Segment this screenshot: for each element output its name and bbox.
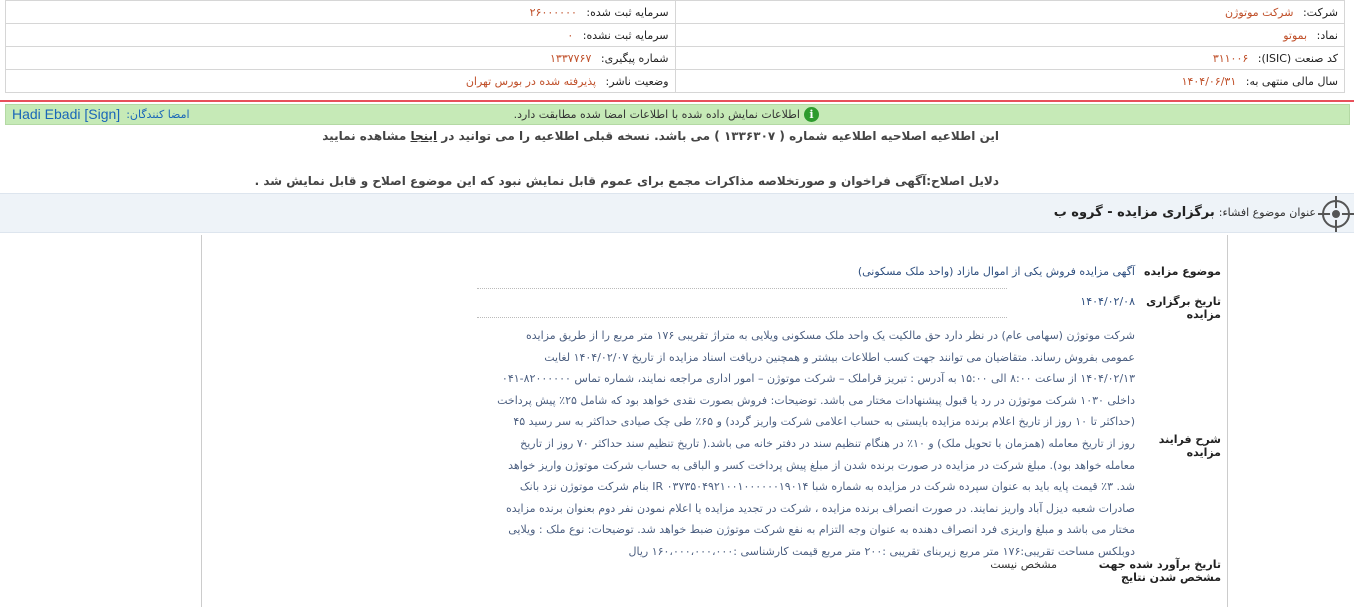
company-label: شرکت: [1302, 5, 1338, 19]
isic-value: ۳۱۱۰۰۶ [1212, 51, 1249, 65]
results-date-row [990, 558, 1227, 584]
divider [477, 288, 1007, 289]
publisher-status-label: وضعیت ناشر: [605, 74, 669, 88]
verification-bar [5, 104, 1350, 125]
previous-version-link[interactable]: اینجا [410, 129, 438, 143]
signer-link[interactable]: Hadi Ebadi [Sign] [12, 106, 121, 122]
signers [12, 106, 190, 122]
date-value: ۱۴۰۴/۰۲/۰۸ [1080, 295, 1135, 308]
tracking-cell [6, 47, 676, 70]
topic-row [858, 265, 1227, 278]
results-date-label: تاریخ برآورد شده جهت مشخص شدن نتایج [1098, 558, 1221, 584]
topic-label: موضوع مزایده [1144, 265, 1221, 278]
fiscal-year-label: سال مالی منتهی به: [1245, 74, 1338, 88]
fiscal-year-value: ۱۴۰۴/۰۶/۳۱ [1181, 74, 1237, 88]
symbol-label: نماد: [1316, 28, 1338, 42]
unregistered-capital-label: سرمایه ثبت نشده: [582, 28, 669, 42]
subject-title [1054, 205, 1316, 220]
notice-text: این اطلاعیه اصلاحیه اطلاعیه شماره ( ۱۳۳۶۳۰۷ ) می باشد. نسخه قبلی اطلاعیه را می توانید در [441, 129, 999, 143]
date-row [1080, 295, 1227, 321]
signers-label: امضا کنندگان: [126, 107, 190, 121]
notice-text-end: مشاهده نمایید [322, 129, 407, 143]
info-icon: i [804, 107, 819, 122]
process-value: شرکت موتوژن (سهامی عام) در نظر دارد حق مالکیت یک واحد ملک مسکونی ویلایی به متراژ تقریبی ۱۷۶ متر مربع را از طریق مزایده عمومی بفروش رساند. متقاضیان می توانند جهت کسب اطلاعات بیشتر و همچنین دریافت اسناد مزایده از تاریخ ۱۴۰۴/۰۲/۰۷ لغایت ۱۴۰۴/۰۲/۱۳ از ساعت ۸:۰۰ الی ۱۵:۰۰ به آدرس : تبریز قراملک – شرکت موتوژن – امور اداری مراجعه نمایند، شماره تماس ۸۲۰۰۰۰۰۰-۰۴۱ داخلی ۱۰۳۰ شرکت موتوژن در رد یا قبول پیشنهادات مختار می باشد. توضیحات: فروش بصورت نقدی خواهد بود که شامل ۲۵٪ پیش پرداخت (حداکثر تا ۱۰ روز از تاریخ اعلام برنده مزایده بایستی به حساب اعلامی شرکت واریز گردد) و ۶۵٪ طی چک صیادی حداکثر به سر رسید ۴۵ روز از تاریخ معامله (همزمان با تحویل ملک) و ۱۰٪ در هنگام تنظیم سند در دفتر خانه می باشد.( تاریخ تنظیم سند حداکثر ۷۰ روز از تاریخ معامله خواهد بود). مبلغ شرکت در مزایده در صورت برنده شدن از مبلغ پیش پرداخت کسر و الباقی به حساب شرکت موتوژن واریز خواهد شد. ۳٪ قیمت پایه باید به عنوان سپرده شرکت در مزایده به شماره شبا IR ۰۳۷۳۵۰۴۹۲۱۰۰۱۰۰۰۰۰۰۱۹۰۱۴ بنام شرکت موتوژن نزد بانک صادرات شعبه دیزل آباد واریز نمایند. در صورت انصراف برنده مزایده ، شرکت در تجدید مزایده یا اعلام نمودن نفر دوم بعنوان برنده مزایده مختار می باشد و مبلغ واریزی فرد انصراف دهنده به عنوان وجه التزام به نفع شرکت موتوژن ضبط خواهد شد. توضیحات: نوع ملک : ویلایی دوبلکس مساحت تقریبی:۱۷۶ متر مربع زیربنای تقریبی :۲۰۰ متر مربع قیمت کارشناسی :۱۶۰،۰۰۰،۰۰۰،۰۰۰ ریال [497, 329, 1135, 558]
results-date-value: مشخص نیست [990, 558, 1057, 571]
symbol-cell [675, 24, 1344, 47]
unregistered-capital-value: ۰ [567, 28, 574, 42]
subject-value: برگزاری مزایده - گروه ب [1053, 205, 1215, 220]
header-info-table [5, 0, 1345, 93]
isic-cell [675, 47, 1344, 70]
publisher-status-cell [6, 70, 676, 93]
topic-value: آگهی مزایده فروش یکی از اموال مازاد (واحد ملک مسکونی) [857, 265, 1135, 278]
correction-reason: دلایل اصلاح:آگهی فراخوان و صورتخلاصه مذاکرات مجمع برای عموم قابل نمایش نبود که این موضوع اصلاح و قابل نمایش شد . [254, 174, 999, 188]
fiscal-year-cell [675, 70, 1344, 93]
registered-capital-value: ۲۶۰۰۰۰۰۰ [529, 5, 577, 19]
process-row [495, 325, 1227, 563]
isic-label: کد صنعت (ISIC): [1257, 51, 1338, 65]
publisher-status-value: پذیرفته شده در بورس تهران [465, 74, 597, 88]
tracking-label: شماره پیگیری: [600, 51, 669, 65]
correction-notice [322, 129, 999, 143]
company-cell [675, 1, 1344, 24]
unregistered-capital-cell [6, 24, 676, 47]
process-label: شرح فرایند مزایده [1158, 433, 1221, 459]
registered-capital-label: سرمایه ثبت شده: [586, 5, 669, 19]
subject-label: عنوان موضوع افشاء: [1218, 206, 1316, 219]
auction-details [201, 235, 1228, 607]
company-value: شرکت موتوژن [1224, 5, 1294, 19]
registered-capital-cell [6, 1, 676, 24]
tracking-value: ۱۳۳۷۷۶۷ [550, 51, 592, 65]
subject-bar [0, 193, 1354, 233]
symbol-value: بموتو [1283, 28, 1308, 42]
verification-text: اطلاعات نمایش داده شده با اطلاعات امضا شده مطابقت دارد. [513, 108, 800, 121]
separator-line [0, 100, 1354, 102]
divider [477, 317, 1007, 318]
verification-message [514, 107, 819, 122]
date-label: تاریخ برگزاری مزایده [1146, 295, 1221, 321]
target-icon [1322, 200, 1350, 228]
